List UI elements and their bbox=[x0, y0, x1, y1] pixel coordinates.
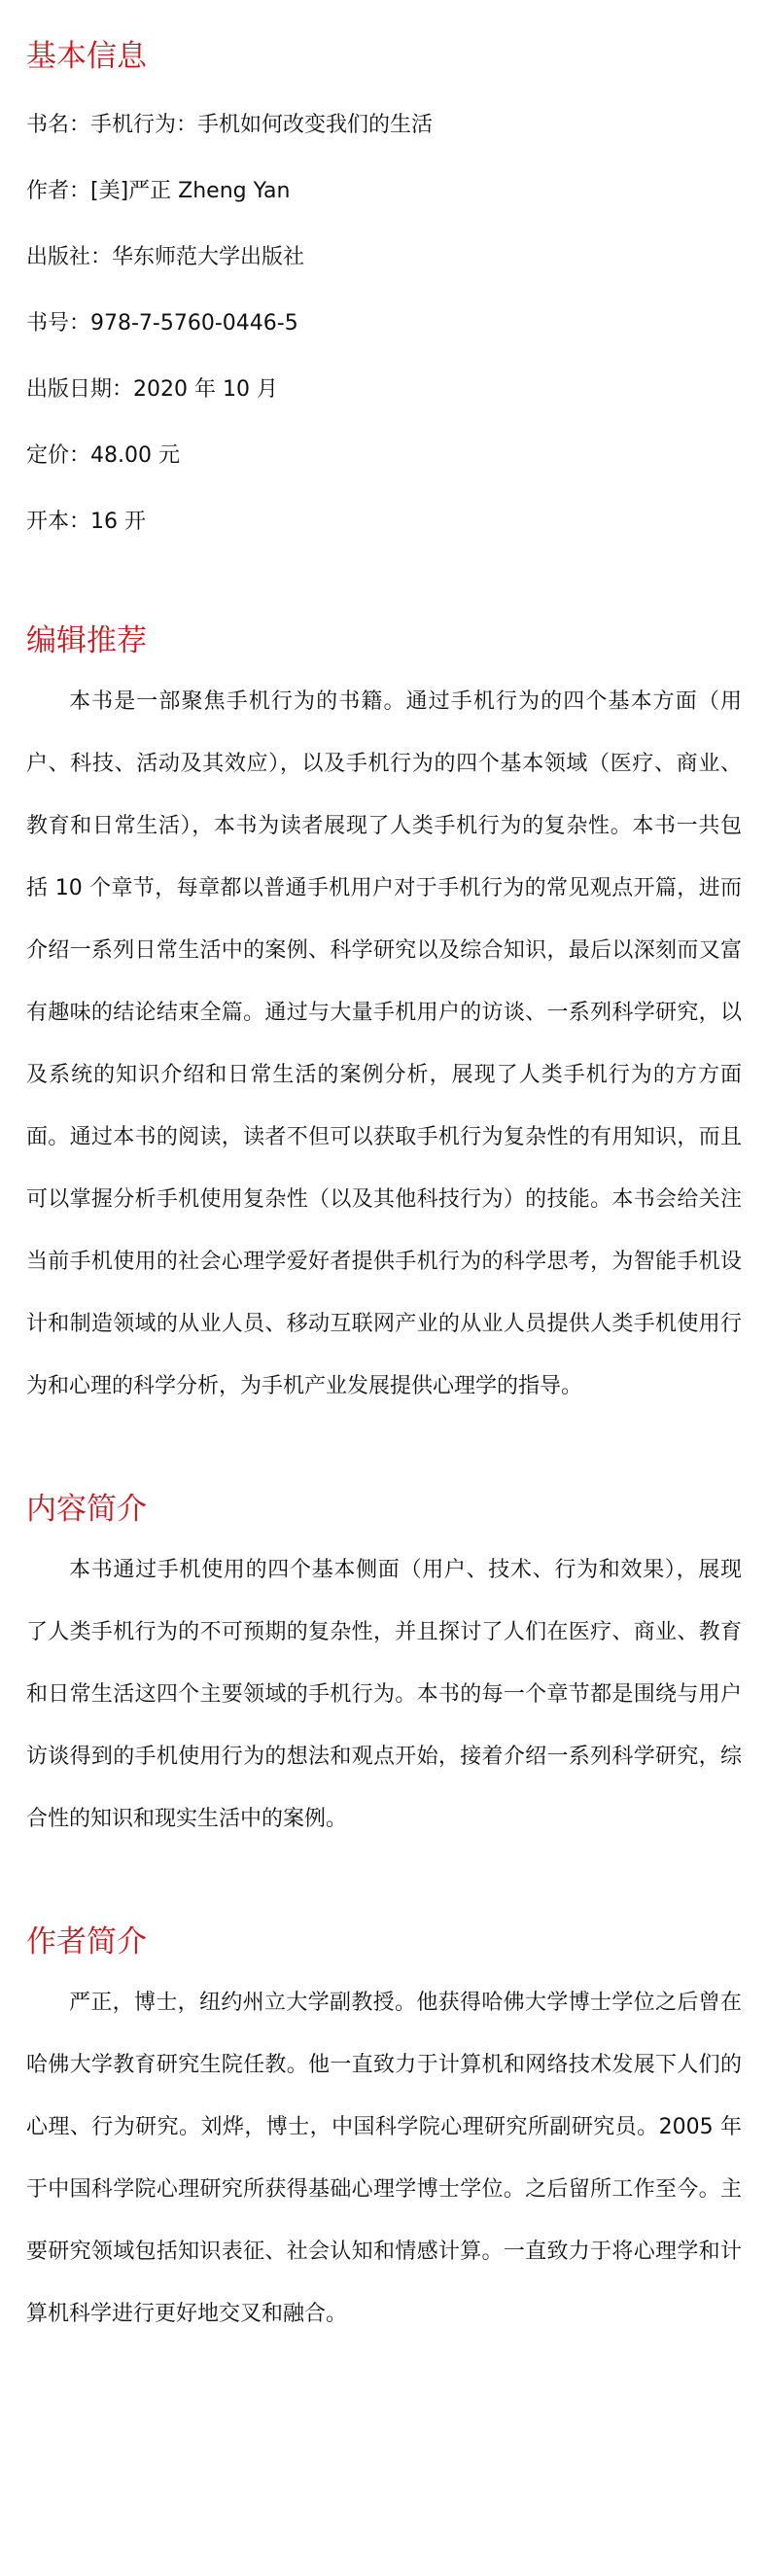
info-row-isbn: 书号：978-7-5760-0446-5 bbox=[26, 311, 298, 335]
author-intro-text: 严正，博士，纽约州立大学副教授。他获得哈佛大学博士学位之后曾在哈佛大学教育研究生院任教。他一直致力于计算机和网络技术发展下人们的心理、行为研究。刘烨，博士，中国科学院心理研究所副研究员。2005 年于中国科学院心理研究所获得基础心理学博士学位。之后留所工作至今。主要研究领域包括知识表征、社会认知和情感计算。一直致力于将心理学和计算机科学进行更好地交叉和融合。 bbox=[26, 1991, 742, 2326]
info-row-title: 书名：手机行为：手机如何改变我们的生活 bbox=[26, 113, 434, 137]
editor-recommendation-body bbox=[26, 671, 742, 1418]
info-row-price: 定价：48.00 元 bbox=[26, 443, 180, 468]
basic-info-list bbox=[26, 92, 742, 555]
info-row-author: 作者：[美]严正 Zheng Yan bbox=[26, 179, 291, 203]
content-summary-heading: 内容简介 bbox=[26, 1492, 147, 1527]
content-summary-body bbox=[26, 1539, 742, 1851]
editor-recommendation-text: 本书是一部聚焦手机行为的书籍。通过手机行为的四个基本方面（用户、科技、活动及其效应），以及手机行为的四个基本领域（医疗、商业、教育和日常生活），本书为读者展现了人类手机行为的复杂性。本书一共包括 10 个章节，每章都以普通手机用户对于手机行为的常见观点开篇，进而介绍一系列日常生活中的案例、科学研究以及综合知识，最后以深刻而又富有趣味的结论结束全篇。通过与大量手机用户的访谈、一系列科学研究，以及系统的知识介绍和日常生活的案例分析，展现了人类手机行为的方方面面。通过本书的阅读，读者不但可以获取手机行为复杂性的有用知识，而且可以掌握分析手机使用复杂性（以及其他科技行为）的技能。本书会给关注当前手机使用的社会心理学爱好者提供手机行为的科学思考，为智能手机设计和制造领域的从业人员、移动互联网产业的从业人员提供人类手机使用行为和心理的科学分析，为手机产业发展提供心理学的指导。 bbox=[26, 689, 742, 1398]
info-row-publisher: 出版社：华东师范大学出版社 bbox=[26, 245, 305, 269]
author-intro-heading: 作者简介 bbox=[26, 1924, 147, 1959]
info-row-pub-date: 出版日期：2020 年 10 月 bbox=[26, 377, 278, 402]
editor-recommendation-heading: 编辑推荐 bbox=[26, 623, 147, 658]
basic-info-heading: 基本信息 bbox=[26, 39, 147, 74]
info-row-format: 开本：16 开 bbox=[26, 510, 146, 534]
author-intro-body bbox=[26, 1972, 742, 2346]
content-summary-text: 本书通过手机使用的四个基本侧面（用户、技术、行为和效果），展现了人类手机行为的不可预期的复杂性，并且探讨了人们在医疗、商业、教育和日常生活这四个主要领域的手机行为。本书的每一个章节都是围绕与用户访谈得到的手机使用行为的想法和观点开始，接着介绍一系列科学研究，综合性的知识和现实生活中的案例。 bbox=[26, 1558, 742, 1831]
